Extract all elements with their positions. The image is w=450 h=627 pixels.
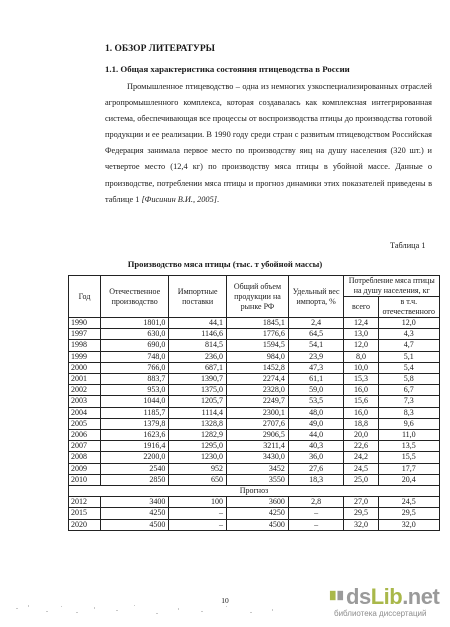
- table-body: [69, 318, 440, 486]
- cell-import-share: 40,3: [288, 441, 344, 452]
- cell-domestic: 2200,0: [101, 452, 169, 463]
- citation: [Фисинин В.И., 2005]: [141, 194, 217, 204]
- cell-import-share: 2,4: [288, 318, 344, 329]
- table-row: [69, 452, 440, 463]
- cell-consumption-domestic: 8,3: [378, 407, 439, 418]
- cell-total: 3600: [226, 497, 288, 508]
- cell-year: 1990: [69, 318, 101, 329]
- cell-year: 2008: [69, 452, 101, 463]
- table-row: [69, 318, 440, 329]
- cell-total: 1776,6: [226, 329, 288, 340]
- cell-consumption-domestic: 7,3: [378, 396, 439, 407]
- cell-year: 1999: [69, 351, 101, 362]
- table-row: [69, 351, 440, 362]
- cell-import-share: 18,3: [288, 474, 344, 485]
- cell-consumption-total: 12,4: [344, 318, 378, 329]
- cell-import-share: 59,0: [288, 385, 344, 396]
- cell-imports: 1282,9: [169, 430, 227, 441]
- header-total: Общий объем продукции на рынке РФ: [226, 276, 288, 318]
- cell-consumption-total: 8,0: [344, 351, 378, 362]
- table-row: [69, 508, 440, 519]
- cell-import-share: 64,5: [288, 329, 344, 340]
- cell-year: 2012: [69, 497, 101, 508]
- table-row: [69, 329, 440, 340]
- cell-imports: 1295,0: [169, 441, 227, 452]
- cell-year: 2005: [69, 418, 101, 429]
- cell-consumption-total: 29,5: [344, 508, 378, 519]
- cell-domestic: 1801,0: [101, 318, 169, 329]
- cell-imports: 650: [169, 474, 227, 485]
- cell-year: 2020: [69, 519, 101, 530]
- cell-consumption-domestic: 17,7: [378, 463, 439, 474]
- cell-consumption-total: 18,8: [344, 418, 378, 429]
- cell-domestic: 766,0: [101, 362, 169, 373]
- header-year: Год: [69, 276, 101, 318]
- table-row: [69, 362, 440, 373]
- cell-total: 4250: [226, 508, 288, 519]
- cell-consumption-domestic: 5,8: [378, 374, 439, 385]
- cell-year: 2010: [69, 474, 101, 485]
- cell-domestic: 748,0: [101, 351, 169, 362]
- cell-consumption-domestic: 13,5: [378, 441, 439, 452]
- cell-imports: 236,0: [169, 351, 227, 362]
- cell-imports: 952: [169, 463, 227, 474]
- header-consumption-total: всего: [344, 297, 378, 318]
- cell-import-share: 54,1: [288, 340, 344, 351]
- section-heading: 1. ОБЗОР ЛИТЕРАТУРЫ: [105, 44, 215, 54]
- table-row: [69, 430, 440, 441]
- cell-total: 1594,5: [226, 340, 288, 351]
- cell-total: 3430,0: [226, 452, 288, 463]
- cell-consumption-total: 20,0: [344, 430, 378, 441]
- cell-domestic: 1044,0: [101, 396, 169, 407]
- cell-total: 2274,4: [226, 374, 288, 385]
- cell-total: 2249,7: [226, 396, 288, 407]
- cell-imports: 100: [169, 497, 227, 508]
- cell-consumption-total: 22,6: [344, 441, 378, 452]
- table-row: [69, 463, 440, 474]
- cell-import-share: 47,3: [288, 362, 344, 373]
- paragraph-end: .: [216, 194, 220, 204]
- cell-consumption-domestic: 32,0: [378, 519, 439, 530]
- cell-year: 2003: [69, 396, 101, 407]
- cell-domestic: 630,0: [101, 329, 169, 340]
- forecast-label: Прогноз: [69, 486, 440, 497]
- cell-domestic: 2540: [101, 463, 169, 474]
- cell-total: 2906,5: [226, 430, 288, 441]
- cell-consumption-total: 15,3: [344, 374, 378, 385]
- cell-domestic: 1623,6: [101, 430, 169, 441]
- cell-year: 1998: [69, 340, 101, 351]
- cell-imports: 814,5: [169, 340, 227, 351]
- cell-import-share: –: [288, 519, 344, 530]
- cell-domestic: 1379,8: [101, 418, 169, 429]
- cell-consumption-total: 24,2: [344, 452, 378, 463]
- cell-year: 2009: [69, 463, 101, 474]
- header-domestic: Отечественное производство: [101, 276, 169, 318]
- cell-consumption-domestic: 5,1: [378, 351, 439, 362]
- paragraph-text: Промышленное птицеводство – одна из немногих узкоспециализированных отраслей агропромышленного комплекса, которая создавалась как комплексная интегрированная система, обеспечивающая все процессы от воспроизводства птицы до производства готовой продукции и ее реализации. В 1990 году среди стран с развитым птицеводством Российская Федерация занимала первое место по производству яиц на душу населения (320 шт.) и четвертое место (12,4 кг) по производству мяса птицы в убойной массе. Данные о производстве, потреблении мяса птицы и прогноз динамики этих показателей приведены в таблице 1: [105, 82, 432, 204]
- cell-domestic: 3400: [101, 497, 169, 508]
- cell-consumption-domestic: 24,5: [378, 497, 439, 508]
- cell-total: 984,0: [226, 351, 288, 362]
- cell-year: 2004: [69, 407, 101, 418]
- watermark-logo: dsLib.net: [346, 584, 440, 609]
- cell-consumption-total: 12,0: [344, 340, 378, 351]
- cell-import-share: 61,1: [288, 374, 344, 385]
- cell-consumption-domestic: 6,7: [378, 385, 439, 396]
- table-row: [69, 374, 440, 385]
- cell-domestic: 2850: [101, 474, 169, 485]
- cell-consumption-total: 16,0: [344, 407, 378, 418]
- cell-year: 2001: [69, 374, 101, 385]
- cell-year: 2002: [69, 385, 101, 396]
- cell-import-share: 49,0: [288, 418, 344, 429]
- cell-imports: 44,1: [169, 318, 227, 329]
- table-row: [69, 340, 440, 351]
- cell-imports: 1205,7: [169, 396, 227, 407]
- cell-imports: 1390,7: [169, 374, 227, 385]
- cell-import-share: 48,0: [288, 407, 344, 418]
- cell-consumption-total: 25,0: [344, 474, 378, 485]
- cell-consumption-total: 13,0: [344, 329, 378, 340]
- cell-consumption-domestic: 15,5: [378, 452, 439, 463]
- cell-consumption-total: 15,6: [344, 396, 378, 407]
- table-row: [69, 497, 440, 508]
- cell-total: 3550: [226, 474, 288, 485]
- cell-import-share: 53,5: [288, 396, 344, 407]
- cell-consumption-domestic: 11,0: [378, 430, 439, 441]
- table-title: Производство мяса птицы (тыс. т убойной массы): [127, 259, 323, 269]
- subsection-heading: 1.1. Общая характеристика состояния птицеводства в России: [105, 64, 350, 74]
- cell-domestic: 4500: [101, 519, 169, 530]
- cell-consumption-domestic: 4,7: [378, 340, 439, 351]
- cell-domestic: 1916,4: [101, 441, 169, 452]
- header-consumption: Потребление мяса птицы на душу населения, кг: [344, 276, 440, 297]
- book-icon: [329, 588, 344, 603]
- forecast-body: [69, 497, 440, 531]
- cell-import-share: –: [288, 508, 344, 519]
- header-import-share: Удельный вес импорта, %: [288, 276, 344, 318]
- cell-consumption-domestic: 20,4: [378, 474, 439, 485]
- cell-import-share: 27,6: [288, 463, 344, 474]
- cell-consumption-domestic: 4,3: [378, 329, 439, 340]
- cell-imports: 1114,4: [169, 407, 227, 418]
- table-row: [69, 519, 440, 530]
- cell-import-share: 36,0: [288, 452, 344, 463]
- header-consumption-domestic: в т.ч. отечественного: [378, 297, 439, 318]
- cell-imports: 687,1: [169, 362, 227, 373]
- cell-total: 1452,8: [226, 362, 288, 373]
- scan-noise: [6, 600, 306, 620]
- cell-year: 2015: [69, 508, 101, 519]
- cell-consumption-domestic: 9,6: [378, 418, 439, 429]
- table-label: Таблица 1: [390, 241, 426, 250]
- cell-total: 3452: [226, 463, 288, 474]
- cell-domestic: 4250: [101, 508, 169, 519]
- page-number: 10: [221, 596, 229, 605]
- cell-consumption-total: 24,5: [344, 463, 378, 474]
- table-row: [69, 418, 440, 429]
- cell-consumption-total: 32,0: [344, 519, 378, 530]
- cell-import-share: 23,9: [288, 351, 344, 362]
- cell-consumption-total: 16,0: [344, 385, 378, 396]
- cell-consumption-total: 10,0: [344, 362, 378, 373]
- body-paragraph: [105, 79, 432, 208]
- table-row: [69, 385, 440, 396]
- table-row: [69, 441, 440, 452]
- watermark-subtitle: библиотека диссертаций: [334, 609, 427, 618]
- cell-consumption-domestic: 12,0: [378, 318, 439, 329]
- table-row: [69, 474, 440, 485]
- cell-total: 2300,1: [226, 407, 288, 418]
- cell-total: 2328,0: [226, 385, 288, 396]
- cell-imports: 1230,0: [169, 452, 227, 463]
- cell-domestic: 1185,7: [101, 407, 169, 418]
- cell-total: 2707,6: [226, 418, 288, 429]
- cell-total: 3211,4: [226, 441, 288, 452]
- table-row: [69, 407, 440, 418]
- cell-imports: 1328,8: [169, 418, 227, 429]
- cell-imports: –: [169, 508, 227, 519]
- watermark: [326, 582, 446, 622]
- cell-total: 1845,1: [226, 318, 288, 329]
- cell-domestic: 883,7: [101, 374, 169, 385]
- cell-imports: –: [169, 519, 227, 530]
- table-row: [69, 396, 440, 407]
- cell-total: 4500: [226, 519, 288, 530]
- cell-import-share: 44,0: [288, 430, 344, 441]
- cell-import-share: 2,8: [288, 497, 344, 508]
- cell-consumption-domestic: 5,4: [378, 362, 439, 373]
- cell-consumption-domestic: 29,5: [378, 508, 439, 519]
- cell-year: 2000: [69, 362, 101, 373]
- cell-year: 2007: [69, 441, 101, 452]
- cell-consumption-total: 27,0: [344, 497, 378, 508]
- cell-imports: 1375,0: [169, 385, 227, 396]
- cell-domestic: 690,0: [101, 340, 169, 351]
- cell-imports: 1146,6: [169, 329, 227, 340]
- cell-year: 2006: [69, 430, 101, 441]
- header-imports: Импортные поставки: [169, 276, 227, 318]
- cell-domestic: 953,0: [101, 385, 169, 396]
- cell-year: 1997: [69, 329, 101, 340]
- poultry-production-table: [68, 275, 440, 531]
